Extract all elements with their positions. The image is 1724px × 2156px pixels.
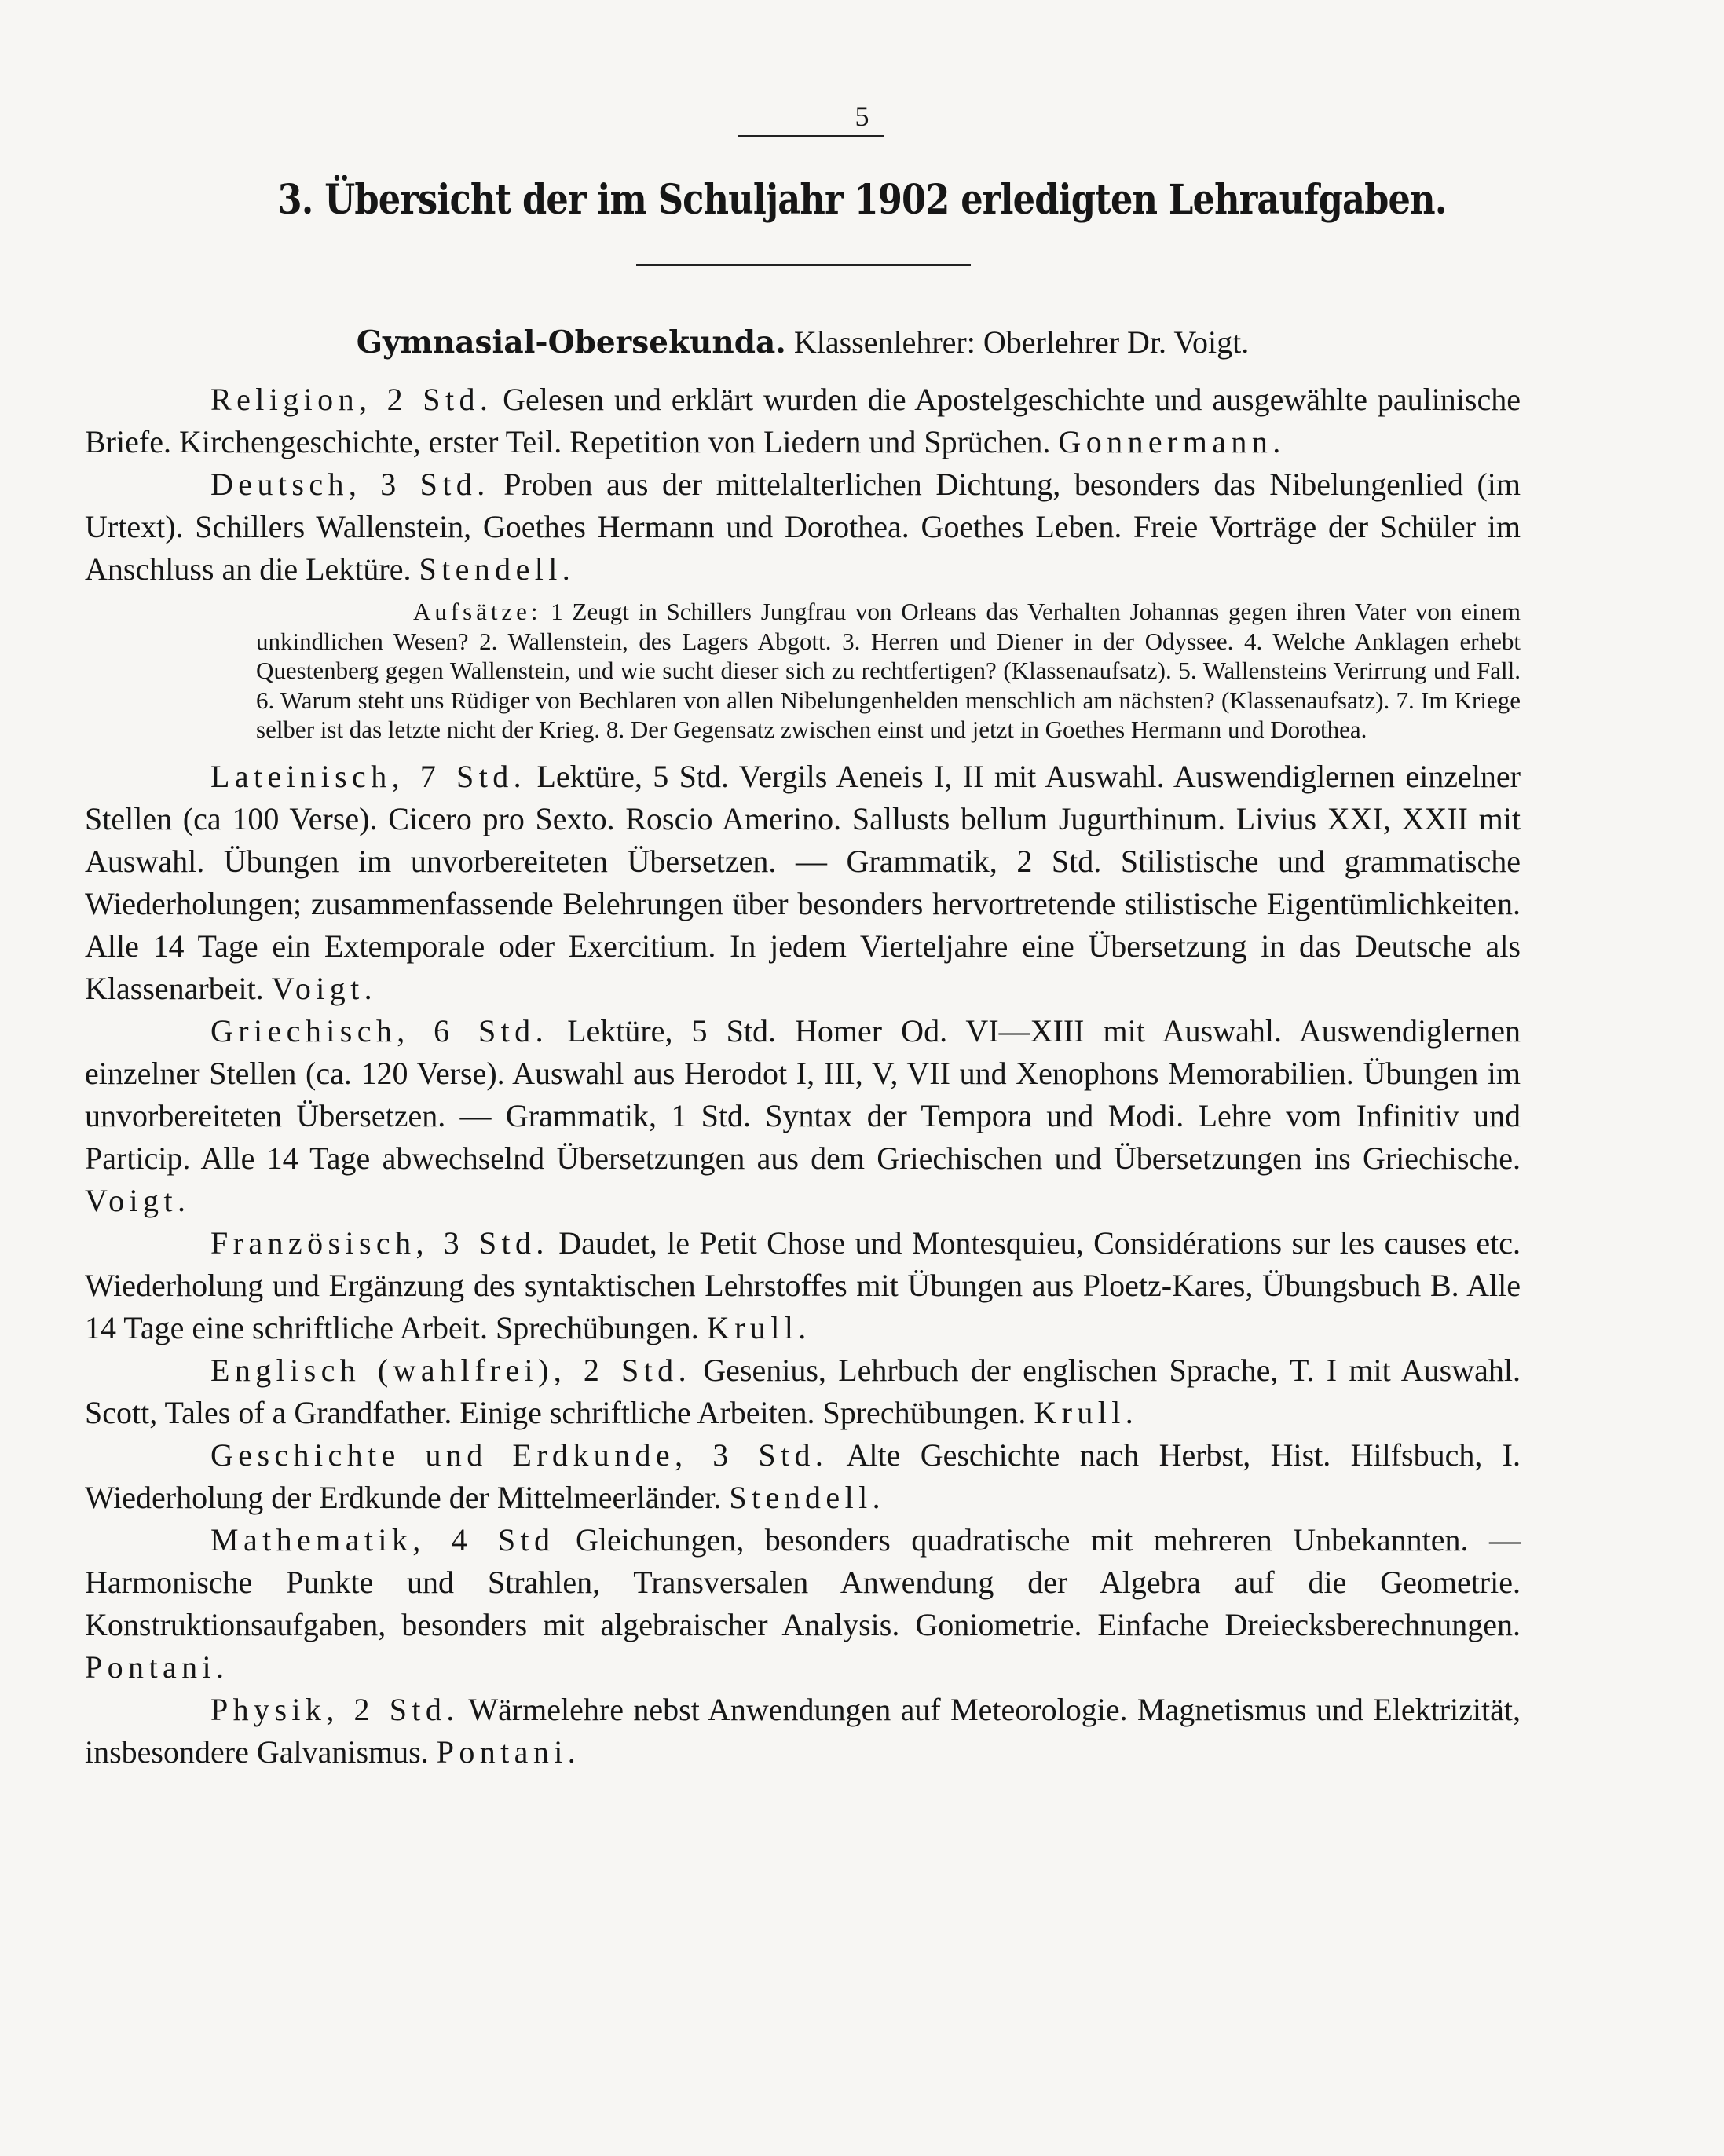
subject-label: Lateinisch, 7 Std. — [210, 758, 527, 794]
subject-label: Deutsch, 3 Std. — [210, 467, 490, 502]
subject-text: Gleichungen, besonders quadratische mit mehreren Unbekannten. — Harmonische Punkte und Strahlen, Transversalen Anwendung der Algebra auf die Geometrie. Konstruktionsaufgaben, besonders mit algebraischer Analysis. Goniometrie. Einfache Dreiecksberechnungen. — [85, 1521, 1521, 1642]
subject-text: Lektüre, 5 Std. Homer Od. VI—XIII mit Auswahl. Auswendiglernen einzelner Stellen (ca. 120 Verse). Auswahl aus Herodot I, III, V, VII und Xenophons Memorabilien. Übungen im unvorbereiteten Übersetzen. — Grammatik, 1 Std. Syntax der Tempora und Modi. Lehre vom Infinitiv und Particip. Alle 14 Tage abwechselnd Übersetzungen aus dem Griechischen und Übersetzungen ins Griechische. — [85, 1012, 1521, 1176]
subject-mathematik — [85, 1519, 1521, 1689]
subject-teacher: Pontani. — [436, 1733, 581, 1770]
subject-label: Religion, 2 Std. — [210, 382, 493, 417]
subject-teacher: Krull. — [706, 1309, 811, 1345]
subject-text: Gelesen und erklärt wurden die Apostelgeschichte und ausgewählte paulinische Briefe. Kirchengeschichte, erster Teil. Repetition von Liedern und Sprüchen. — [85, 382, 1521, 459]
subject-englisch — [85, 1349, 1521, 1434]
subject-label: Griechisch, 6 Std. — [210, 1012, 548, 1049]
subject-geschichte — [85, 1434, 1521, 1519]
subject-religion — [85, 379, 1521, 463]
subject-text: Wärmelehre nebst Anwendungen auf Meteorologie. Magnetismus und Elektrizität, insbesondere Galvanismus. — [85, 1691, 1521, 1770]
subject-text: Daudet, le Petit Chose und Montesquieu, Considérations sur les causes etc. Wiederholung und Ergänzung des syntaktischen Lehrstoffes mit Übungen aus Ploetz-Kares, Übungsbuch B. Alle 14 Tage eine schriftliche Arbeit. Sprechübungen. — [85, 1224, 1521, 1345]
subject-text: Proben aus der mittelalterlichen Dichtung, besonders das Nibelungenlied (im Urtext). Schillers Wallenstein, Goethes Hermann und Dorothea. Goethes Leben. Freie Vorträge der Schüler im Anschluss an die Lektüre. — [85, 467, 1521, 587]
subject-teacher: Gonnermann. — [1058, 424, 1286, 459]
page-number: 5 — [855, 101, 869, 132]
subject-text: Alte Geschichte nach Herbst, Hist. Hilfsbuch, I. Wiederholung der Erdkunde der Mittelmeerländer. — [85, 1437, 1521, 1515]
subject-label: Französisch, 3 Std. — [210, 1224, 549, 1261]
subject-text: Gesenius, Lehrbuch der englischen Sprache, T. I mit Auswahl. Scott, Tales of a Grandfather. Einige schriftliche Arbeiten. Sprechübungen. — [85, 1352, 1521, 1430]
subject-label: Geschichte und Erdkunde, 3 Std. — [210, 1437, 829, 1473]
subject-teacher: Pontani. — [85, 1649, 229, 1685]
subject-physik — [85, 1689, 1521, 1773]
class-header — [85, 320, 1521, 364]
subject-teacher: Voigt. — [85, 1182, 191, 1218]
subject-deutsch — [85, 463, 1521, 591]
subject-label: Physik, 2 Std. — [210, 1691, 459, 1727]
subject-teacher: Stendell. — [419, 551, 576, 587]
aufsaetze-label: Aufsätze: — [413, 598, 542, 625]
subject-teacher: Krull. — [1034, 1394, 1139, 1430]
aufsaetze-text: 1 Zeugt in Schillers Jungfrau von Orleans das Verhalten Johannas gegen ihren Vater von einem unkindlichen Wesen? 2. Wallenstein, des Lagers Abgott. 3. Herren und Diener in der Odyssee. 4. Welche Anklagen erhebt Questenberg gegen Wallenstein, und wie sucht dieser sich zu rechtfertigen? (Klassenaufsatz). 5. Wallensteins Verirrung und Fall. 6. Warum steht uns Rüdiger von Bechlaren von allen Nibelungenhelden menschlich am nächsten? (Klassenaufsatz). 7. Im Kriege selber ist das letzte nicht der Krieg. 8. Der Gegensatz zwischen einst und jetzt in Goethes Hermann und Dorothea. — [256, 598, 1521, 743]
subject-griechisch — [85, 1010, 1521, 1222]
subject-text: Lektüre, 5 Std. Vergils Aeneis I, II mit Auswahl. Auswendiglernen einzelner Stellen (ca 100 Verse). Cicero pro Sexto. Roscio Amerino. Sallusts bellum Jugurthinum. Livius XXI, XXII mit Auswahl. Übungen im unvorbereiteten Übersetzen. — Grammatik, 2 Std. Stilistische und grammatische Wiederholungen; zusammenfassende Belehrungen über besonders hervortretende stilistische Eigentümlichkeiten. Alle 14 Tage ein Extemporale oder Exercitium. In jedem Vierteljahre eine Übersetzung in das Deutsche als Klassenarbeit. — [85, 758, 1521, 1006]
document-body — [85, 320, 1521, 1773]
aufsaetze-block — [256, 597, 1521, 745]
page-number-rule — [738, 135, 884, 137]
class-teacher: Klassenlehrer: Oberlehrer Dr. Voigt. — [793, 324, 1250, 360]
subject-lateinisch — [85, 756, 1521, 1010]
subject-label: Englisch (wahlfrei), 2 Std. — [210, 1352, 691, 1388]
subject-franzoesisch — [85, 1222, 1521, 1349]
subject-teacher: Voigt. — [271, 970, 378, 1006]
subject-teacher: Stendell. — [729, 1479, 886, 1515]
section-title: 3. Übersicht der im Schuljahr 1902 erledigten Lehraufgaben. — [277, 176, 1447, 224]
title-divider — [636, 264, 971, 266]
subject-label: Mathematik, 4 Std — [210, 1521, 555, 1558]
class-name: Gymnasial-Obersekunda. — [356, 324, 786, 361]
